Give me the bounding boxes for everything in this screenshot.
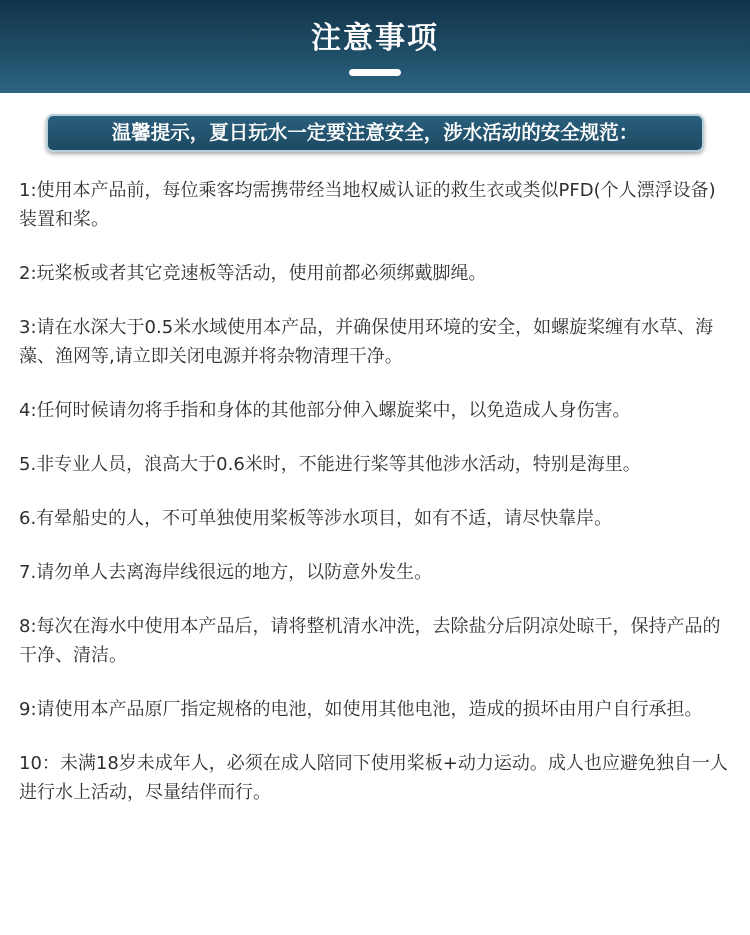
notice-item: 2:玩桨板或者其它竞速板等活动，使用前都必须绑戴脚绳。	[19, 263, 487, 284]
page-title: 注意事项	[311, 21, 439, 56]
notice-item: 9:请使用本产品原厂指定规格的电池，如使用其他电池，造成的损坏由用户自行承担。	[19, 699, 703, 720]
notice-item: 1:使用本产品前，每位乘客均需携带经当地权威认证的救生衣或类似PFD(个人漂浮设备)装置和桨。	[19, 180, 716, 230]
notice-item: 5.非专业人员，浪高大于0.6米时，不能进行桨等其他涉水活动，特别是海里。	[19, 454, 641, 475]
header	[0, 0, 750, 93]
notice-item: 6.有晕船史的人，不可单独使用桨板等涉水项目，如有不适，请尽快靠岸。	[19, 508, 613, 529]
notice-item: 8:每次在海水中使用本产品后，请将整机清水冲洗，去除盐分后阴凉处晾干，保持产品的干净、清洁。	[19, 616, 721, 666]
tip-banner	[46, 114, 704, 152]
tip-banner-text: 温馨提示，夏日玩水一定要注意安全，涉水活动的安全规范：	[111, 121, 639, 144]
notice-item: 3:请在水深大于0.5米水域使用本产品，并确保使用环境的安全，如螺旋桨缠有水草、海藻、渔网等,请立即关闭电源并将杂物清理干净。	[19, 317, 714, 367]
notice-item: 10：未满18岁未成年人，必须在成人陪同下使用桨板+动力运动。成人也应避免独自一人进行水上活动，尽量结伴而行。	[19, 753, 728, 803]
notice-item: 7.请勿单人去离海岸线很远的地方，以防意外发生。	[19, 562, 433, 583]
title-underline	[349, 69, 401, 76]
notice-list	[19, 176, 731, 832]
notice-item: 4:任何时候请勿将手指和身体的其他部分伸入螺旋桨中，以免造成人身伤害。	[19, 400, 631, 421]
